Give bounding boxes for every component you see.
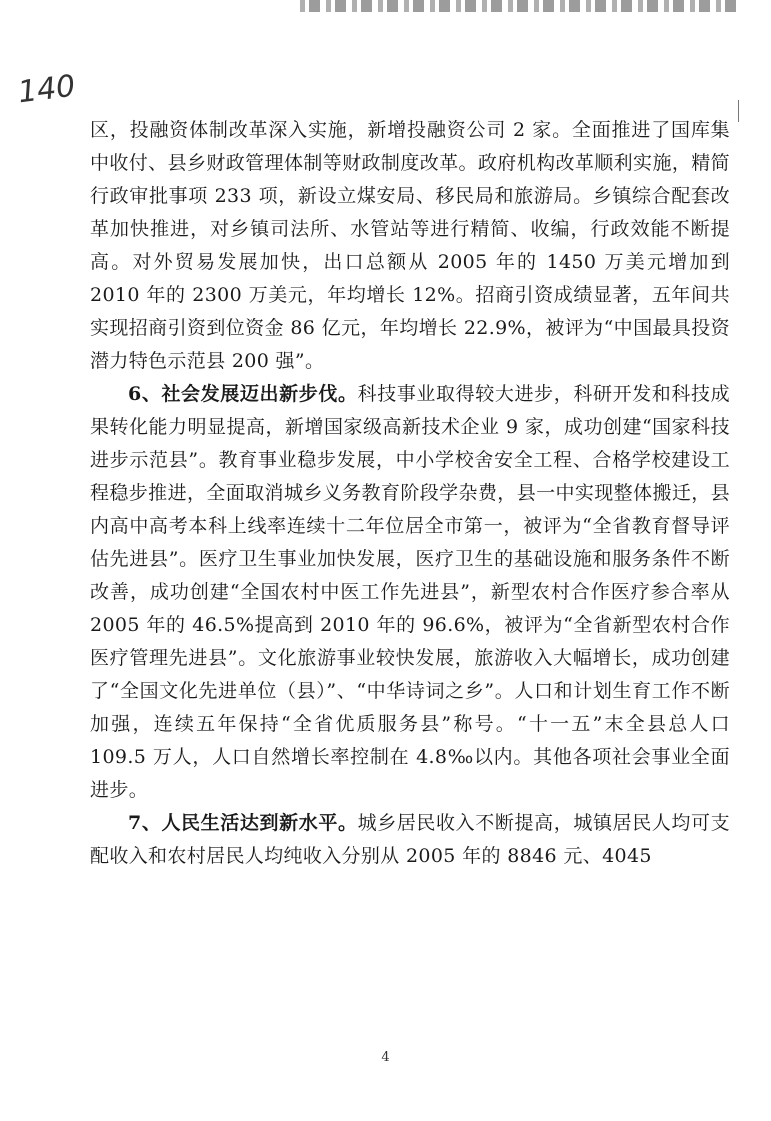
paragraph-lead: 6、社会发展迈出新步伐。 bbox=[128, 383, 358, 405]
paragraph-text: 区，投融资体制改革深入实施，新增投融资公司 2 家。全面推进了国库集中收付、县乡财政管理体制等财政制度改革。政府机构改革顺利实施，精简行政审批事项 233 项，新设立煤安局、移民局和旅游局。乡镇综合配套改革加快推进，对乡镇司法所、水管站等进行精简、收编，行政效能不断提高。对外贸易发展加快，出口总额从 2005 年的 1450 万美元增加到 2010 年的 2300 万美元，年均增长 12%。招商引资成绩显著，五年间共实现招商引资到位资金 86 亿元，年均增长 22.9%，被评为“中国最具投资潜力特色示范县 200 强”。 bbox=[90, 119, 730, 372]
paragraph-text: 科技事业取得较大进步，科研开发和科技成果转化能力明显提高，新增国家级高新技术企业 9 家，成功创建“国家科技进步示范县”。教育事业稳步发展，中小学校舍安全工程、合格学校建设工程稳步推进，全面取消城乡义务教育阶段学杂费，县一中实现整体搬迁，县内高中高考本科上线率连续十二年位居全市第一，被评为“全省教育督导评估先进县”。医疗卫生事业加快发展，医疗卫生的基础设施和服务条件不断改善，成功创建“全国农村中医工作先进县”，新型农村合作医疗参合率从 2005 年的 46.5%提高到 2010 年的 96.6%，被评为“全省新型农村合作医疗管理先进县”。文化旅游事业较快发展，旅游收入大幅增长，成功创建了“全国文化先进单位（县）”、“中华诗词之乡”。人口和计划生育工作不断加强，连续五年保持“全省优质服务县”称号。“十一五”末全县总人口 109.5 万人，人口自然增长率控制在 4.8‰以内。其他各项社会事业全面进步。 bbox=[90, 383, 730, 801]
paragraph-social-development bbox=[90, 378, 730, 807]
scan-mark bbox=[738, 100, 739, 122]
scan-edge-artifact bbox=[300, 0, 740, 12]
handwritten-page-note: 140 bbox=[16, 68, 78, 111]
paragraph-lead: 7、人民生活达到新水平。 bbox=[128, 812, 358, 834]
document-body bbox=[90, 114, 730, 873]
page-number: 4 bbox=[381, 1050, 390, 1065]
paragraph-text: 城乡居民收入不断提高，城镇居民人均可支配收入和农村居民人均纯收入分别从 2005 年的 8846 元、4045 bbox=[90, 812, 730, 867]
paragraph-living-standards bbox=[90, 807, 730, 873]
paragraph-continued bbox=[90, 114, 730, 378]
